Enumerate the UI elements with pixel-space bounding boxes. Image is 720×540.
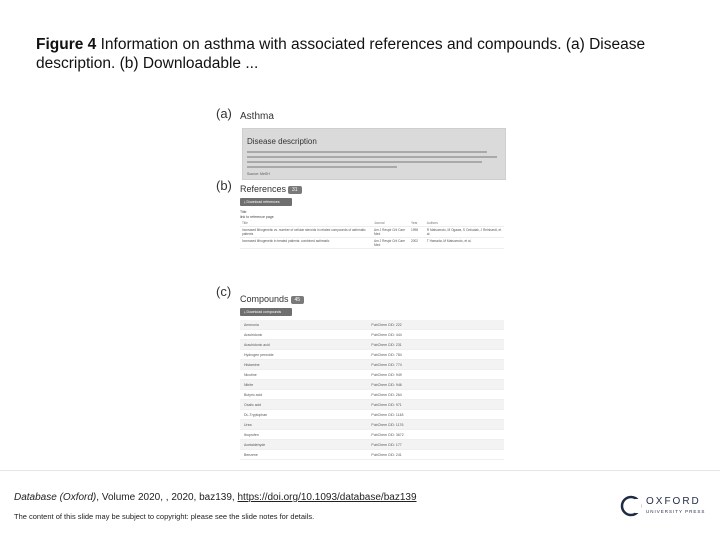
compound-name[interactable]: Urea: [240, 420, 367, 430]
citation-details: , Volume 2020, , 2020, baz139,: [96, 492, 238, 503]
panel-label-c: (c): [216, 284, 232, 299]
table-row[interactable]: [240, 238, 504, 249]
download-compounds-label: Download compounds: [246, 310, 282, 314]
compound-name[interactable]: Nitrite: [240, 380, 367, 390]
description-text-line: [247, 156, 497, 158]
compound-name[interactable]: Benzene: [240, 450, 367, 460]
table-row[interactable]: [240, 400, 504, 410]
references-title: References: [240, 184, 287, 194]
table-row[interactable]: [240, 330, 504, 340]
description-text-line: [247, 161, 482, 163]
column-header: Authors: [425, 220, 504, 227]
compound-name[interactable]: Arachidonic: [240, 330, 367, 340]
table-row[interactable]: [240, 320, 504, 330]
citation: [14, 492, 417, 503]
table-row[interactable]: [240, 350, 504, 360]
compound-pubchem-id[interactable]: PubChem CID: 231: [367, 340, 504, 350]
reference-title-link[interactable]: Increased lithogenetic in treated patients: combined asthmatic: [240, 238, 372, 249]
compound-name[interactable]: Ammonia: [240, 320, 367, 330]
compound-pubchem-id[interactable]: PubChem CID: 177: [367, 440, 504, 450]
download-compounds-button[interactable]: [240, 308, 292, 316]
compound-pubchem-id[interactable]: PubChem CID: 241: [367, 450, 504, 460]
description-text-line: [247, 151, 487, 153]
compounds-heading: [240, 294, 304, 304]
description-text-line: [247, 166, 397, 168]
reference-year: 2002: [409, 238, 425, 249]
compound-pubchem-id[interactable]: PubChem CID: 1176: [367, 420, 504, 430]
compound-pubchem-id[interactable]: PubChem CID: 774: [367, 360, 504, 370]
table-row[interactable]: [240, 370, 504, 380]
references-show-subtext: link to reference page: [240, 215, 274, 219]
oxford-logo-icon: [620, 495, 642, 517]
table-row[interactable]: [240, 360, 504, 370]
disease-description-box: [242, 128, 506, 180]
oxford-logo: [620, 494, 710, 518]
reference-journal: Am J Respir Crit Care Med: [372, 238, 409, 249]
logo-line-2: UNIVERSITY PRESS: [646, 509, 706, 514]
references-heading: [240, 184, 302, 194]
compound-name[interactable]: DL-Tryptophan: [240, 410, 367, 420]
footer-divider: [0, 470, 720, 471]
reference-year: 1998: [409, 227, 425, 238]
compound-pubchem-id[interactable]: PubChem CID: 784: [367, 350, 504, 360]
column-header: Year: [409, 220, 425, 227]
reference-authors: T Hamada, M Matsumoto, et al.: [425, 238, 504, 249]
table-row[interactable]: [240, 450, 504, 460]
reference-journal: Am J Respir Crit Care Med: [372, 227, 409, 238]
table-row[interactable]: [240, 440, 504, 450]
figure-label: Figure 4: [36, 36, 97, 53]
compound-pubchem-id[interactable]: PubChem CID: 264: [367, 390, 504, 400]
doi-link[interactable]: https://doi.org/10.1093/database/baz139: [237, 492, 417, 503]
column-header: Title: [240, 220, 372, 227]
disease-title: Asthma: [240, 111, 274, 122]
caption-text: Information on asthma with associated references and compounds. (a) Disease description. (b) Downloadable ...: [36, 36, 646, 72]
references-table: [240, 220, 504, 249]
citation-journal: Database (Oxford): [14, 492, 97, 503]
panel-label-a: (a): [216, 106, 232, 121]
reference-title-link[interactable]: Increased lithogenetic vs. number of cellular steroids in related compounds of asthmatic patients: [240, 227, 372, 238]
download-icon: ⤓: [244, 200, 246, 204]
compounds-count-badge: 45: [291, 296, 305, 304]
compound-pubchem-id[interactable]: PubChem CID: 946: [367, 380, 504, 390]
compound-name[interactable]: Arachidonic acid: [240, 340, 367, 350]
compound-pubchem-id[interactable]: PubChem CID: 444: [367, 330, 504, 340]
compound-pubchem-id[interactable]: PubChem CID: 1148: [367, 410, 504, 420]
reference-authors: R Matsumoto, M Ogawa, S Ozbudak, J Reinhardt, et al.: [425, 227, 504, 238]
download-icon: ⤓: [244, 310, 246, 314]
compound-pubchem-id[interactable]: PubChem CID: 3672: [367, 430, 504, 440]
compound-pubchem-id[interactable]: PubChem CID: 971: [367, 400, 504, 410]
table-row[interactable]: [240, 430, 504, 440]
figure-image: [236, 102, 508, 470]
table-row[interactable]: [240, 340, 504, 350]
compound-name[interactable]: Nicotine: [240, 370, 367, 380]
compound-pubchem-id[interactable]: PubChem CID: 222: [367, 320, 504, 330]
download-references-button[interactable]: [240, 198, 292, 206]
compound-name[interactable]: Histamine: [240, 360, 367, 370]
references-count-badge: 31: [288, 186, 302, 194]
table-row[interactable]: [240, 420, 504, 430]
logo-line-1: OXFORD: [646, 496, 701, 507]
compounds-table: [240, 320, 504, 460]
download-references-label: Download references: [246, 200, 280, 204]
table-row[interactable]: [240, 227, 504, 238]
table-row[interactable]: [240, 390, 504, 400]
compounds-title: Compounds: [240, 294, 289, 304]
compound-name[interactable]: Hydrogen peroxide: [240, 350, 367, 360]
copyright-notice: The content of this slide may be subject to copyright: please see the slide notes for details.: [14, 512, 315, 521]
column-header: Journal: [372, 220, 409, 227]
compound-pubchem-id[interactable]: PubChem CID: 949: [367, 370, 504, 380]
table-row[interactable]: [240, 380, 504, 390]
references-show-text: Title: [240, 210, 247, 214]
compound-name[interactable]: Ibuprofen: [240, 430, 367, 440]
description-title: Disease description: [247, 137, 317, 146]
compound-name[interactable]: Butyric acid: [240, 390, 367, 400]
panel-label-b: (b): [216, 178, 232, 193]
compound-name[interactable]: Acetaldehyde: [240, 440, 367, 450]
table-row[interactable]: [240, 410, 504, 420]
figure-caption: [36, 35, 676, 73]
description-source: Source: MeSH: [247, 172, 270, 176]
compound-name[interactable]: Oxalic acid: [240, 400, 367, 410]
